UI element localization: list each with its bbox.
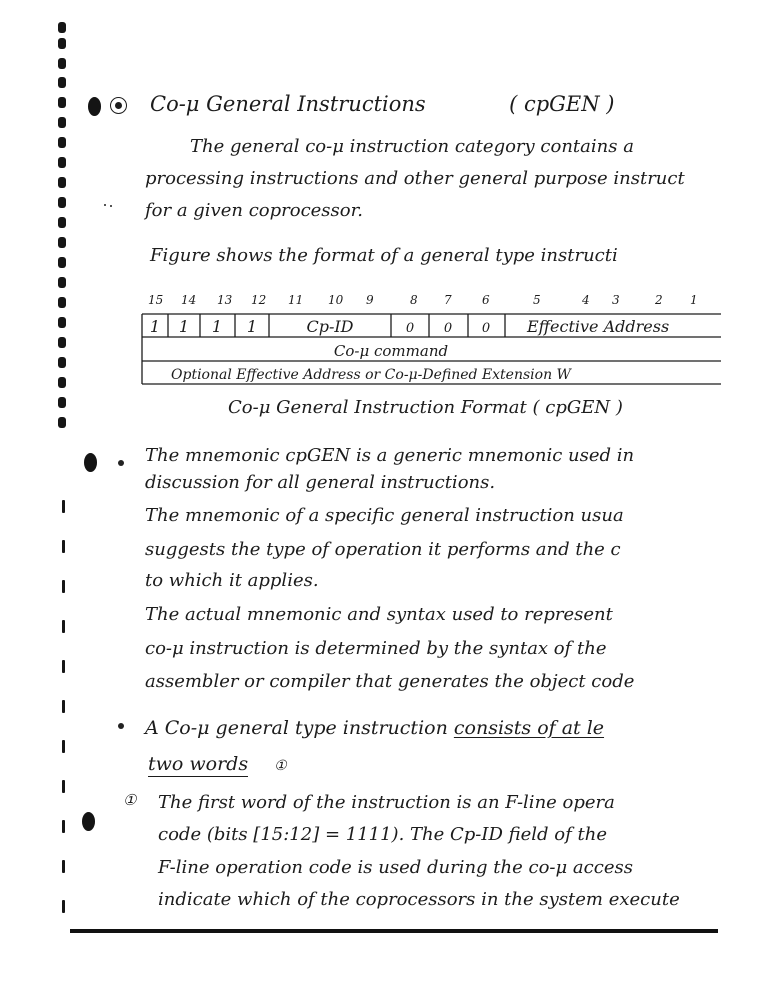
format-bit-value: 1 (246, 317, 258, 336)
margin-bullet-mark (88, 97, 101, 116)
binder-hole (58, 38, 66, 49)
bullet1-line: The actual mnemonic and syntax used to represent (145, 604, 613, 625)
bullet1-line: assembler or compiler that generates the object code (145, 671, 635, 692)
bullet2-emphasis: consists of at le (453, 717, 605, 739)
figure-intro-line: Figure shows the format of a general type instructi (150, 245, 618, 266)
format-bit-value: 1 (211, 317, 223, 336)
bit-number: 7 (444, 293, 452, 307)
binder-hole (58, 22, 66, 33)
instruction-format-diagram (141, 313, 721, 385)
bit-number: 4 (582, 293, 590, 307)
format-bit-value: 0 (481, 321, 491, 336)
format-bit-value: 0 (443, 321, 453, 336)
binder-hole (62, 900, 65, 913)
binder-hole (58, 237, 66, 248)
intro-line: processing instructions and other general purpose instruct (145, 168, 685, 189)
format-bit-value: 1 (149, 317, 161, 336)
bullet1-line: co-μ instruction is determined by the syntax of the (145, 638, 607, 659)
margin-bullet-mark (82, 812, 95, 831)
bullet1-line: The mnemonic cpGEN is a generic mnemonic used in (145, 445, 635, 466)
format-command-word: Co-μ command (333, 342, 449, 360)
format-extension-word: Optional Effective Address or Co-μ-Defined Extension W (171, 367, 571, 383)
note-marker: ① (123, 791, 137, 809)
binder-hole (58, 97, 66, 108)
note-line: F-line operation code is used during the co-μ access (158, 857, 633, 878)
bit-number: 3 (612, 293, 620, 307)
bullet2-line2 (148, 755, 287, 774)
binder-hole (58, 277, 66, 288)
section-heading (150, 94, 615, 115)
bit-number: 14 (181, 293, 197, 307)
binder-hole (58, 297, 66, 308)
bullet1-line: discussion for all general instructions. (145, 472, 496, 493)
binder-hole (62, 660, 65, 673)
binder-hole (58, 197, 66, 208)
intro-line: for a given coprocessor. (145, 200, 363, 221)
format-cp-id-field: Cp-ID (306, 317, 354, 336)
binder-hole (58, 58, 66, 69)
bullet-dot (118, 460, 124, 466)
bit-number: 15 (148, 293, 164, 307)
binder-hole (58, 397, 66, 408)
bullet2-line (145, 719, 604, 738)
binder-hole (62, 700, 65, 713)
pencil-speck (110, 205, 112, 207)
bullet2-ref-marker: ① (274, 758, 287, 774)
binder-hole (58, 357, 66, 368)
bullet2-two-words: two words (148, 753, 249, 775)
binder-hole (58, 257, 66, 268)
circled-dot-marker (110, 97, 127, 114)
binder-holes (58, 20, 72, 920)
heading-abbr: ( cpGEN ) (509, 92, 615, 116)
binder-hole (62, 540, 65, 553)
bit-number: 9 (366, 293, 374, 307)
bit-number: 12 (251, 293, 267, 307)
binder-hole (58, 417, 66, 428)
binder-hole (58, 137, 66, 148)
binder-hole (58, 157, 66, 168)
bit-number: 5 (533, 293, 541, 307)
binder-hole (62, 740, 65, 753)
bottom-rule (70, 929, 718, 933)
format-caption: Co-μ General Instruction Format ( cpGEN ) (228, 397, 623, 418)
bit-number: 11 (288, 293, 304, 307)
bullet1-line: to which it applies. (145, 570, 319, 591)
binder-hole (58, 377, 66, 388)
binder-hole (58, 317, 66, 328)
heading-title: Co-μ General Instructions (150, 92, 426, 116)
margin-bullet-mark (84, 453, 97, 472)
note-line: The first word of the instruction is an F-line opera (158, 792, 615, 813)
binder-hole (62, 820, 65, 833)
bit-number: 6 (482, 293, 490, 307)
bit-number: 2 (655, 293, 663, 307)
binder-hole (62, 620, 65, 633)
binder-hole (58, 177, 66, 188)
binder-hole (62, 580, 65, 593)
binder-hole (58, 77, 66, 88)
note-line: indicate which of the coprocessors in the system execute (158, 889, 680, 910)
note-line: code (bits [15:12] = 1111). The Cp-ID field of the (158, 824, 607, 845)
binder-hole (58, 117, 66, 128)
binder-hole (58, 217, 66, 228)
intro-line: The general co-μ instruction category contains a (190, 136, 634, 157)
pencil-speck (104, 204, 106, 206)
bit-number: 8 (410, 293, 418, 307)
bit-number: 1 (690, 293, 698, 307)
bit-number: 13 (217, 293, 233, 307)
bit-number: 10 (328, 293, 344, 307)
format-bit-value: 0 (405, 321, 415, 336)
bullet1-line: The mnemonic of a specific general instruction usua (145, 505, 624, 526)
bullet1-line: suggests the type of operation it performs and the c (145, 539, 621, 560)
format-effective-address-field: Effective Address (527, 317, 670, 336)
binder-hole (62, 780, 65, 793)
bullet2-prefix: A Co-μ general type instruction (145, 717, 448, 739)
binder-hole (62, 500, 65, 513)
binder-hole (58, 337, 66, 348)
binder-hole (62, 860, 65, 873)
format-bit-value: 1 (178, 317, 190, 336)
bullet-dot (118, 723, 124, 729)
